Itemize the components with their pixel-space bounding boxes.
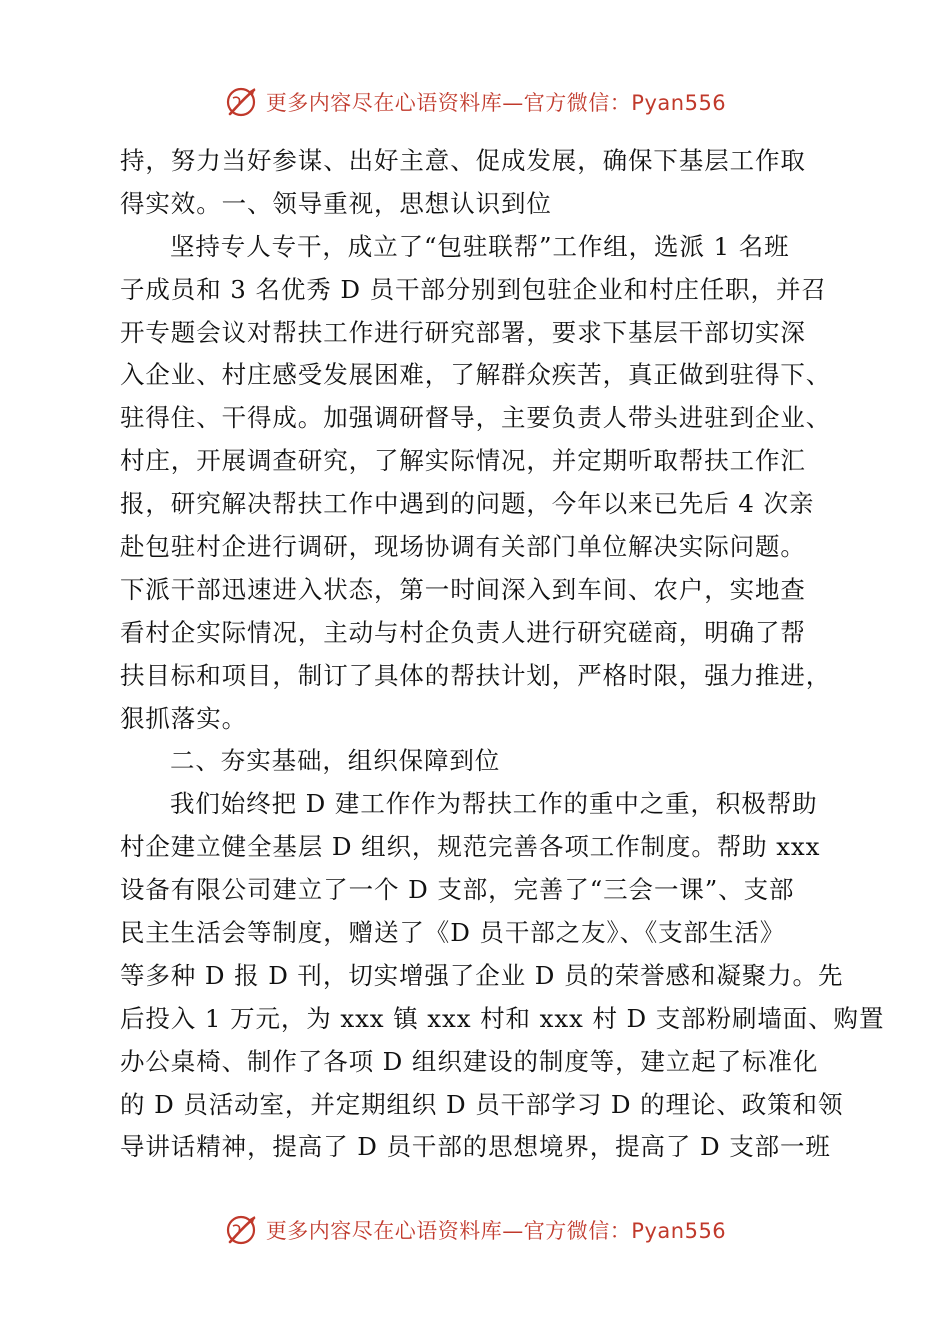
text-line: 扶目标和项目，制订了具体的帮扶计划，严格时限，强力推进，	[120, 660, 832, 690]
footer-banner-text: 更多内容尽在心语资料库—官方微信：Pyan556	[265, 1219, 727, 1243]
pen-logo-icon	[224, 1212, 260, 1248]
text-line: 坚持专人专干，成立了“包驻联帮”工作组，选派 1 名班	[170, 231, 790, 261]
text-line: 报，研究解决帮扶工作中遇到的问题，今年以来已先后 4 次亲	[120, 489, 815, 519]
section-heading: 二、夯实基础，组织保障到位	[170, 746, 501, 776]
text-line: 后投入 1 万元，为 xxx 镇 xxx 村和 xxx 村 D 支部粉刷墙面、购置	[120, 1003, 885, 1033]
text-line: 的 D 员活动室，并定期组织 D 员干部学习 D 的理论、政策和领	[120, 1089, 844, 1119]
text-line: 看村企实际情况，主动与村企负责人进行研究磋商，明确了帮	[120, 617, 806, 647]
text-line: 民主生活会等制度，赠送了《D 员干部之友》、《支部生活》	[120, 918, 786, 948]
text-line: 我们始终把 D 建工作作为帮扶工作的重中之重，积极帮助	[170, 789, 818, 819]
text-line: 入企业、村庄感受发展困难，了解群众疾苦，真正做到驻得下、	[120, 360, 832, 390]
text-line: 持，努力当好参谋、出好主意、促成发展，确保下基层工作取	[120, 146, 806, 175]
text-line: 办公桌椅、制作了各项 D 组织建设的制度等，建立起了标准化	[120, 1046, 819, 1076]
text-line: 开专题会议对帮扶工作进行研究部署，要求下基层干部切实深	[120, 317, 806, 347]
header-banner	[0, 80, 950, 124]
pen-logo-icon	[224, 84, 260, 120]
footer-banner	[0, 1208, 950, 1252]
text-line: 赴包驻村企进行调研，现场协调有关部门单位解决实际问题。	[120, 532, 806, 562]
document-body	[120, 140, 885, 1169]
text-line: 下派干部迅速进入状态，第一时间深入到车间、农户，实地查	[120, 574, 806, 604]
text-line: 村企建立健全基层 D 组织，规范完善各项工作制度。帮助 xxx	[120, 832, 821, 862]
text-line: 等多种 D 报 D 刊，切实增强了企业 D 员的荣誉感和凝聚力。先	[120, 960, 844, 990]
text-line: 子成员和 3 名优秀 D 员干部分别到包驻企业和村庄任职，并召	[120, 274, 827, 304]
header-banner-text: 更多内容尽在心语资料库—官方微信：Pyan556	[265, 91, 727, 115]
text-line: 导讲话精神，提高了 D 员干部的思想境界，提高了 D 支部一班	[120, 1132, 831, 1162]
text-line: 得实效。一、领导重视，思想认识到位	[120, 188, 552, 218]
text-line: 设备有限公司建立了一个 D 支部，完善了“三会一课”、支部	[120, 875, 795, 905]
text-line: 村庄，开展调查研究，了解实际情况，并定期听取帮扶工作汇	[120, 446, 806, 476]
text-line: 狠抓落实。	[120, 703, 247, 733]
text-line: 驻得住、干得成。加强调研督导，主要负责人带头进驻到企业、	[120, 403, 832, 433]
